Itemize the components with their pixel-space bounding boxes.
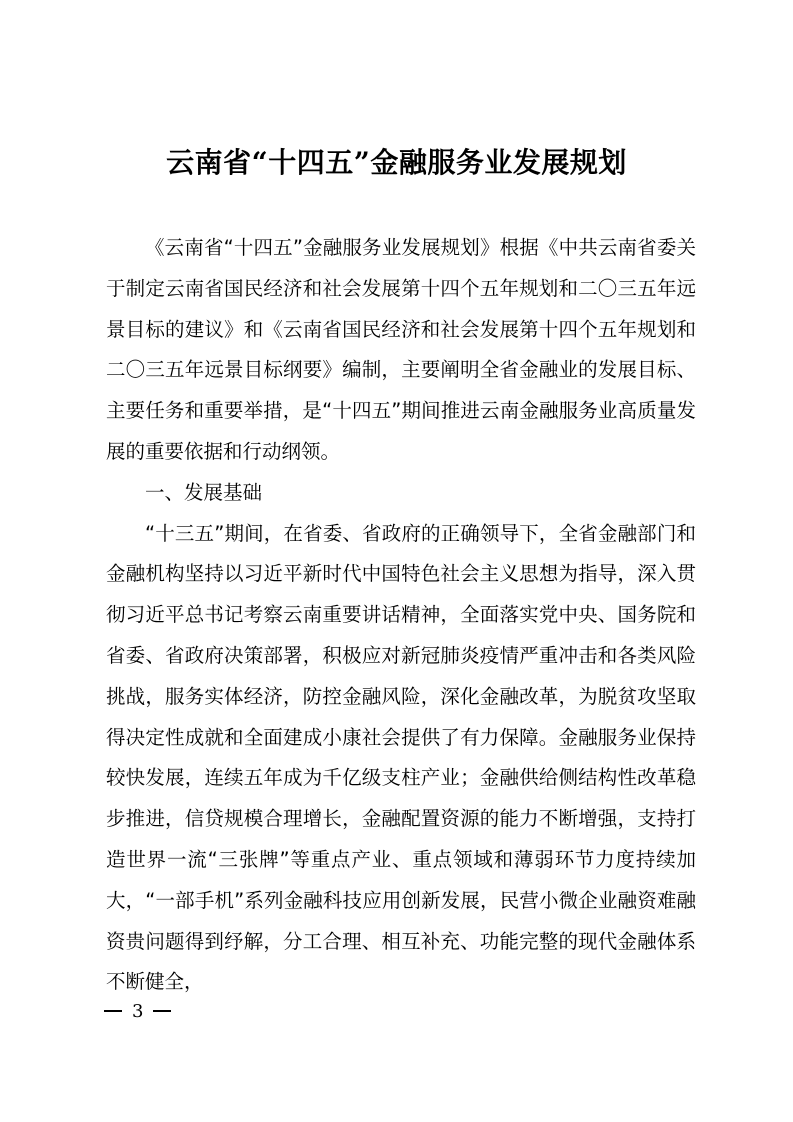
right-dash [153, 1010, 171, 1012]
page-number-footer [104, 998, 174, 1024]
document-title: 云南省“十四五”金融服务业发展规划 [166, 146, 627, 179]
document-body [106, 228, 696, 1003]
intro-paragraph: 《云南省“十四五”金融服务业发展规划》根据《中共云南省委关于制定云南省国民经济和社会发展第十四个五年规划和二〇三五年远景目标的建议》和《云南省国民经济和社会发展第十四个五年规划和二〇三五年远景目标纲要》编制，主要阐明全省金融业的发展目标、主要任务和重要举措，是“十四五”期间推进云南金融服务业高质量发展的重要依据和行动纲领。 [106, 236, 696, 463]
section-heading: 一、发展基础 [145, 480, 263, 504]
section-paragraph: “十三五”期间，在省委、省政府的正确领导下，全省金融部门和金融机构坚持以习近平新时代中国特色社会主义思想为指导，深入贯彻习近平总书记考察云南重要讲话精神，全面落实党中央、国务院和省委、省政府决策部署，积极应对新冠肺炎疫情严重冲击和各类风险挑战，服务实体经济，防控金融风险，深化金融改革，为脱贫攻坚取得决定性成就和全面建成小康社会提供了有力保障。金融服务业保持较快发展，连续五年成为千亿级支柱产业；金融供给侧结构性改革稳步推进，信贷规模合理增长，金融配置资源的能力不断增强，支持打造世界一流“三张牌”等重点产业、重点领域和薄弱环节力度持续加大，“一部手机”系列金融科技应用创新发展，民营小微企业融资难融资贵问题得到纾解，分工合理、相互补充、功能完整的现代金融体系不断健全， [106, 521, 696, 994]
page-number: 3 [132, 1000, 144, 1022]
left-dash [104, 1010, 122, 1012]
